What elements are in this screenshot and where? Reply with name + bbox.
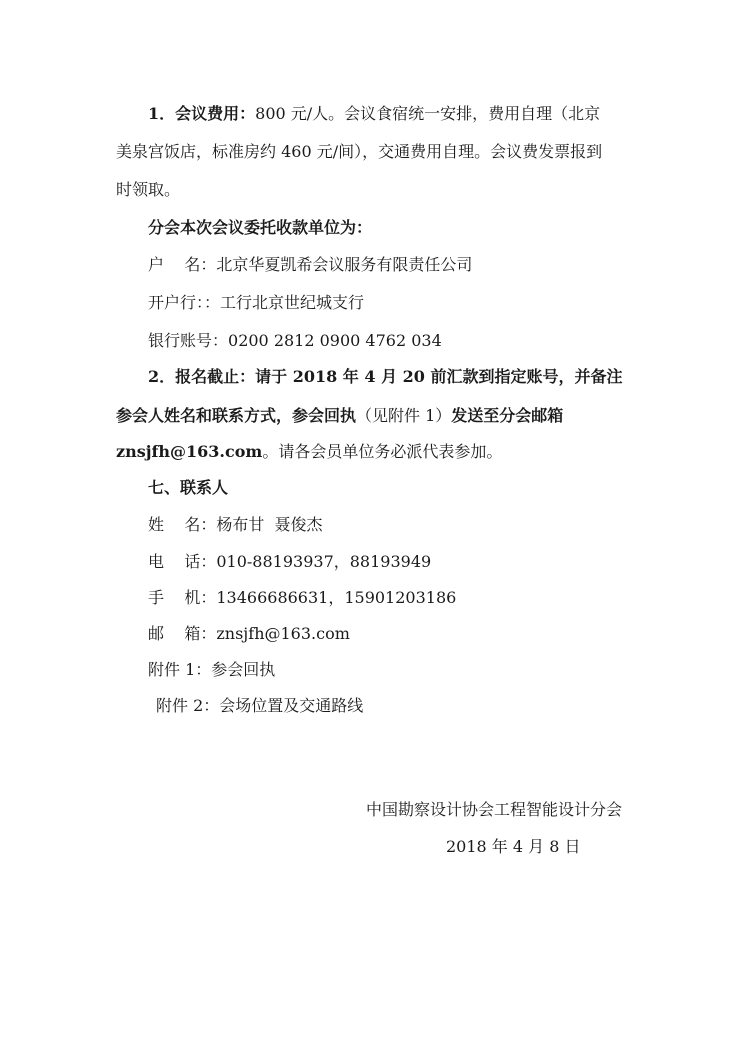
deadline-line-3 <box>116 441 502 463</box>
payee-name-row <box>148 254 472 276</box>
deadline-line-2 <box>116 405 563 427</box>
deadline-email: znsjfh@163.com <box>116 442 263 461</box>
contact-phone-label: 电 话： <box>148 552 217 571</box>
payee-bank-value: ：工行北京世纪城支行 <box>204 293 365 312</box>
contact-mobile-row <box>148 587 456 609</box>
contact-email-value: znsjfh@163.com <box>216 624 350 643</box>
fee-text-1: 800 元/人。会议食宿统一安排，费用自理（北京 <box>255 104 601 123</box>
signature-date: 2018 年 4 月 8 日 <box>446 837 581 856</box>
contact-email-label: 邮 箱： <box>148 624 217 643</box>
contact-phone-value: 010-88193937，88193949 <box>216 552 432 571</box>
payee-heading: 分会本次会议委托收款单位为： <box>148 218 373 237</box>
fee-line-3: 时领取。 <box>116 180 181 199</box>
contact-mobile-label: 手 机： <box>148 588 217 607</box>
payee-bank-label: 开户行： <box>148 293 205 312</box>
fee-line-1 <box>148 103 600 125</box>
payee-bank-row <box>148 292 364 314</box>
contact-name-value: 杨布甘 聂俊杰 <box>216 515 323 534</box>
payee-name-label: 户 名： <box>148 255 217 274</box>
contact-email-row <box>148 623 350 645</box>
deadline-line-2-normal: （见附件 1） <box>356 406 452 425</box>
contact-mobile-value: 13466686631，15901203186 <box>216 588 457 607</box>
deadline-line-1: 2．报名截止：请于 2018 年 4 月 20 前汇款到指定账号，并备注 <box>148 367 623 386</box>
payee-account-value: 0200 2812 0900 4762 034 <box>228 331 442 350</box>
deadline-line-2-bold: 参会人姓名和联系方式，参会回执 <box>116 406 357 425</box>
fee-label: 1．会议费用： <box>148 104 256 123</box>
contacts-heading: 七、联系人 <box>148 478 229 497</box>
payee-account-row <box>148 330 442 352</box>
deadline-line-2-bold2: 发送至分会邮箱 <box>451 406 564 425</box>
contact-name-row <box>148 514 323 536</box>
signature-org: 中国勘察设计协会工程智能设计分会 <box>366 800 623 819</box>
attachment-1: 附件 1：参会回执 <box>148 660 276 679</box>
attachment-2: 附件 2：会场位置及交通路线 <box>156 696 364 715</box>
fee-line-2: 美泉宫饭店，标准房约 460 元/间），交通费用自理。会议费发票报到 <box>116 142 603 161</box>
payee-account-label: 银行账号： <box>148 331 229 350</box>
contact-name-label: 姓 名： <box>148 515 217 534</box>
deadline-line-3-normal: 。请各会员单位务必派代表参加。 <box>262 442 503 461</box>
contact-phone-row <box>148 551 431 573</box>
payee-name-value: 北京华夏凯希会议服务有限责任公司 <box>216 255 473 274</box>
